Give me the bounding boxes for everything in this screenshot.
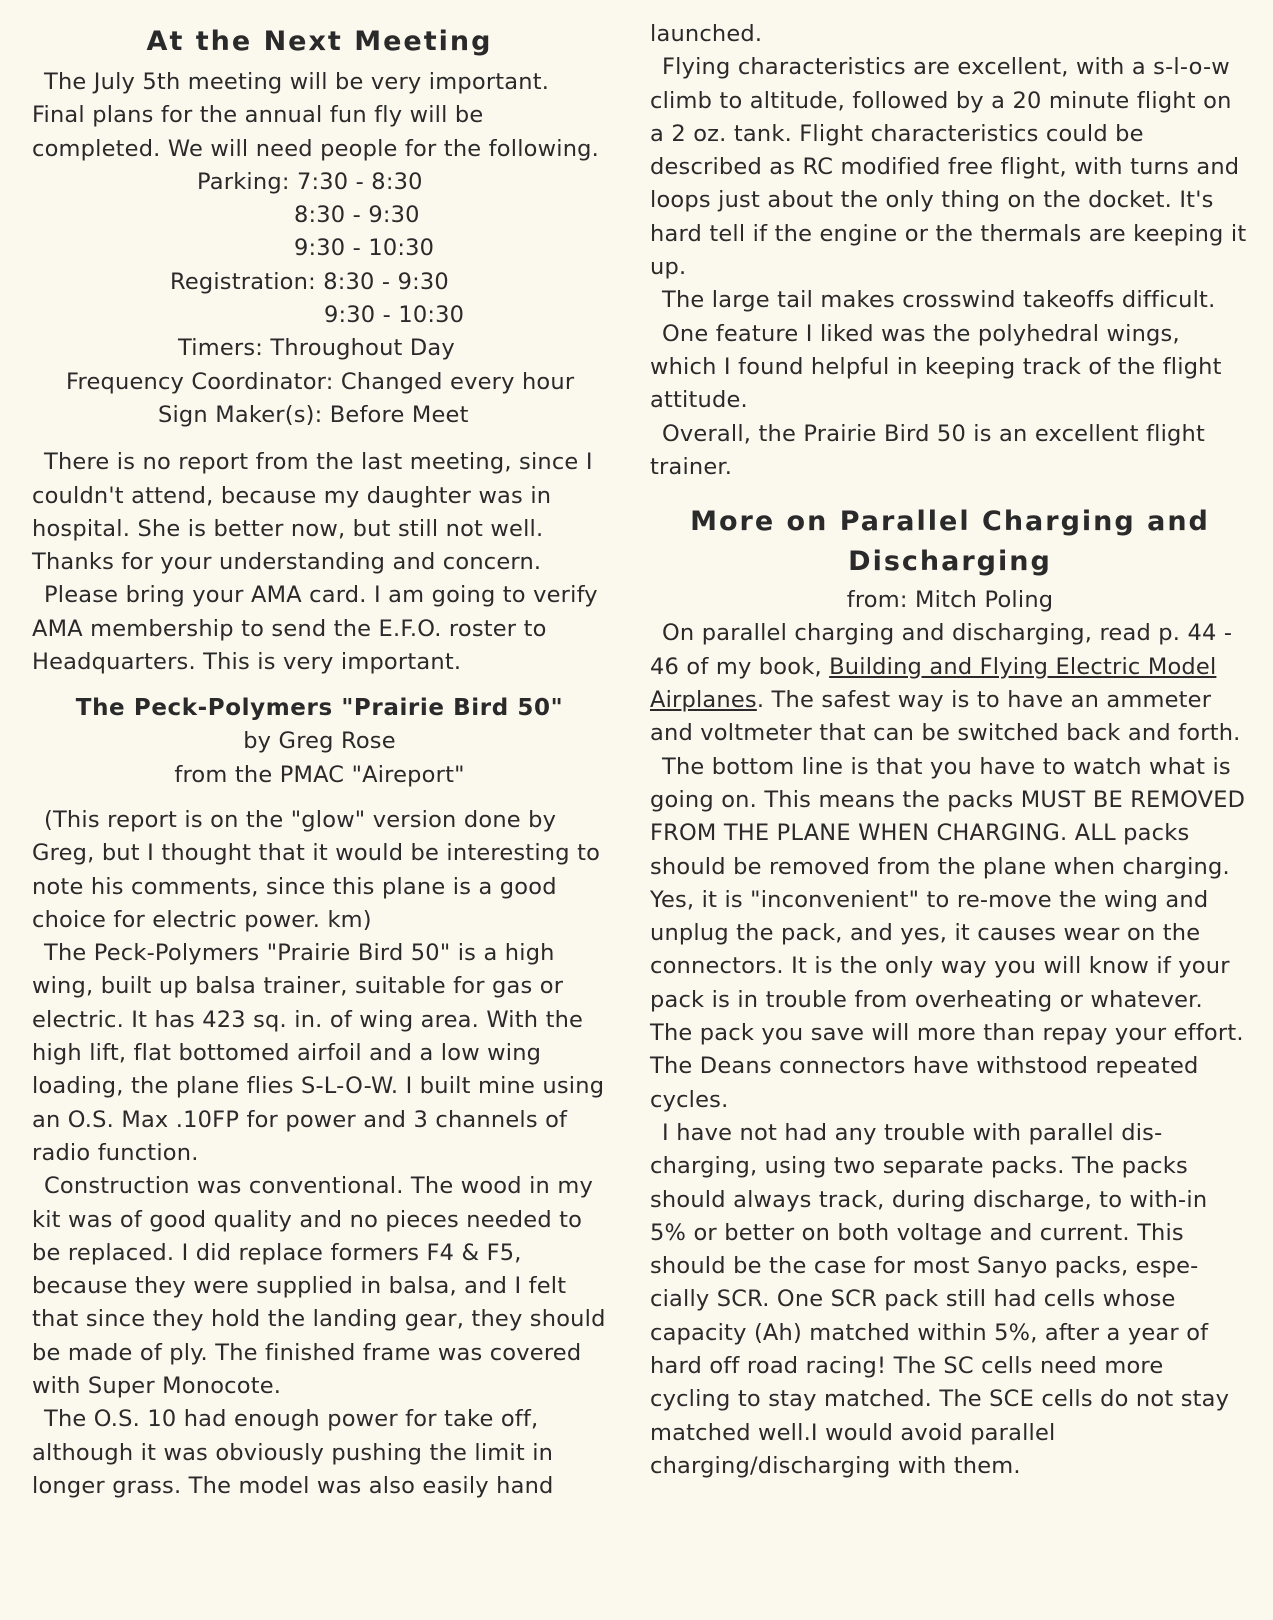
right-column (650, 18, 1250, 1483)
article-paragraph-3: The O.S. 10 had enough power for take off, although it was obviously pushing the limit in longer grass. The model was also easily hand (32, 1406, 554, 1499)
schedule-timers: Timers: Throughout Day (178, 335, 455, 362)
schedule-registration-2: 9:30 - 10:30 (324, 302, 465, 329)
book-title: Building and Flying Electric Model Airplanes (650, 653, 1217, 714)
no-report-paragraph: There is no report from the last meeting, since I couldn't attend, because my daughter was in hospital. She is better now, but still not well. Thanks for your understanding and concern. (32, 449, 593, 576)
parallel-paragraph-1 (650, 617, 1250, 750)
article-paragraph-2: Construction was conventional. The wood in my kit was of good quality and no pieces needed to be replaced. I did replace formers F4 & F5, because they were supplied in balsa, and I felt that since they hold the landing gear, they should be made of ply. The finished frame was covered with Super Monocote. (32, 1173, 606, 1399)
parallel-charging-author: from: Mitch Poling (846, 587, 1054, 614)
next-meeting-heading: At the Next Meeting (146, 26, 493, 57)
polyhedral-paragraph: One feature I liked was the polyhedral wings, which I found helpful in keeping track of the flight attitude. (650, 320, 1222, 414)
volunteer-schedule (32, 166, 607, 432)
parallel-paragraph-2: The bottom line is that you have to watch what is going on. This means the packs MUST BE REMOVED FROM THE PLANE WHEN CHARGING. ALL packs should be removed from the plane when charging. Yes, it is "inconvenient" to re-move the wing and unplug the pack, and yes, it causes wear on the connectors. It is the only way you will know if your pack is in trouble from overheating or whatever. The pack you save will more than repay your effort. The Deans connectors have withstood repeated cycles. (650, 753, 1246, 1113)
schedule-frequency: Frequency Coordinator: Changed every hour (66, 368, 575, 395)
prairie-bird-heading: The Peck-Polymers "Prairie Bird 50" (75, 695, 564, 722)
flying-characteristics-paragraph: Flying characteristics are excellent, with a s-l-o-w climb to altitude, followed by a 20 minute flight on a 2 oz. tank. Flight characteristics could be described as RC modified free flight, with turns and loops just about the only thing on the docket. It's hard tell if the engine or the thermals are keeping it up. (650, 54, 1247, 281)
parallel-charging-heading: More on Parallel Charging and Discharging (690, 506, 1210, 578)
prairie-bird-author: by Greg Rose (243, 728, 396, 755)
prairie-bird-source: from the PMAC "Aireport" (174, 761, 465, 788)
article-editor-note: (This report is on the "glow" version done by Greg, but I thought that it would be interesting to note his comments, since this plane is a good choice for electric power. km) (32, 806, 601, 933)
ama-card-paragraph: Please bring your AMA card. I am going to verify AMA membership to send the E.F.O. roster to Headquarters. This is very important. (32, 582, 598, 676)
schedule-registration-1: Registration: 8:30 - 9:30 (170, 268, 449, 295)
article-continued: launched. (650, 21, 763, 47)
overall-paragraph: Overall, the Prairie Bird 50 is an excellent flight trainer. (650, 420, 1205, 480)
schedule-parking-1: Parking: 7:30 - 8:30 (197, 168, 423, 195)
meeting-intro: The July 5th meeting will be very important. Final plans for the annual fun fly will be completed. We will need people for the following. (32, 69, 599, 162)
article-paragraph-1: The Peck-Polymers "Prairie Bird 50" is a high wing, built up balsa trainer, suitable for gas or electric. It has 423 sq. in. of wing area. With the high lift, flat bottomed airfoil and a low wing loading, the plane flies S-L-O-W. I built mine using an O.S. Max .10FP for power and 3 channels of radio function. (32, 940, 605, 1166)
schedule-parking-2: 8:30 - 9:30 (294, 202, 420, 229)
schedule-parking-3: 9:30 - 10:30 (294, 235, 435, 262)
parallel-paragraph-3: I have not had any trouble with parallel dis-charging, using two separate packs. The packs should always track, during discharge, to with-in 5% or better on both voltage and current. This should be the case for most Sanyo packs, espe- cially SCR. One SCR pack still had cells whose capacity (Ah) matched within 5%, after a year of hard off road racing! The SC cells need more cycling to stay matched. The SCE cells do not stay matched well.I would avoid parallel charging/discharging with them. (650, 1119, 1230, 1479)
schedule-sign-maker: Sign Maker(s): Before Meet (158, 401, 469, 428)
parallel-p1-after: . The safest way is to have an ammeter and voltmeter that can be switched back and forth. (650, 687, 1241, 747)
large-tail-paragraph: The large tail makes crosswind takeoffs difficult. (662, 287, 1216, 314)
left-column (32, 22, 607, 1503)
parallel-p1-before: On parallel charging and discharging, read p. 44 - 46 of my book, (650, 620, 1233, 680)
